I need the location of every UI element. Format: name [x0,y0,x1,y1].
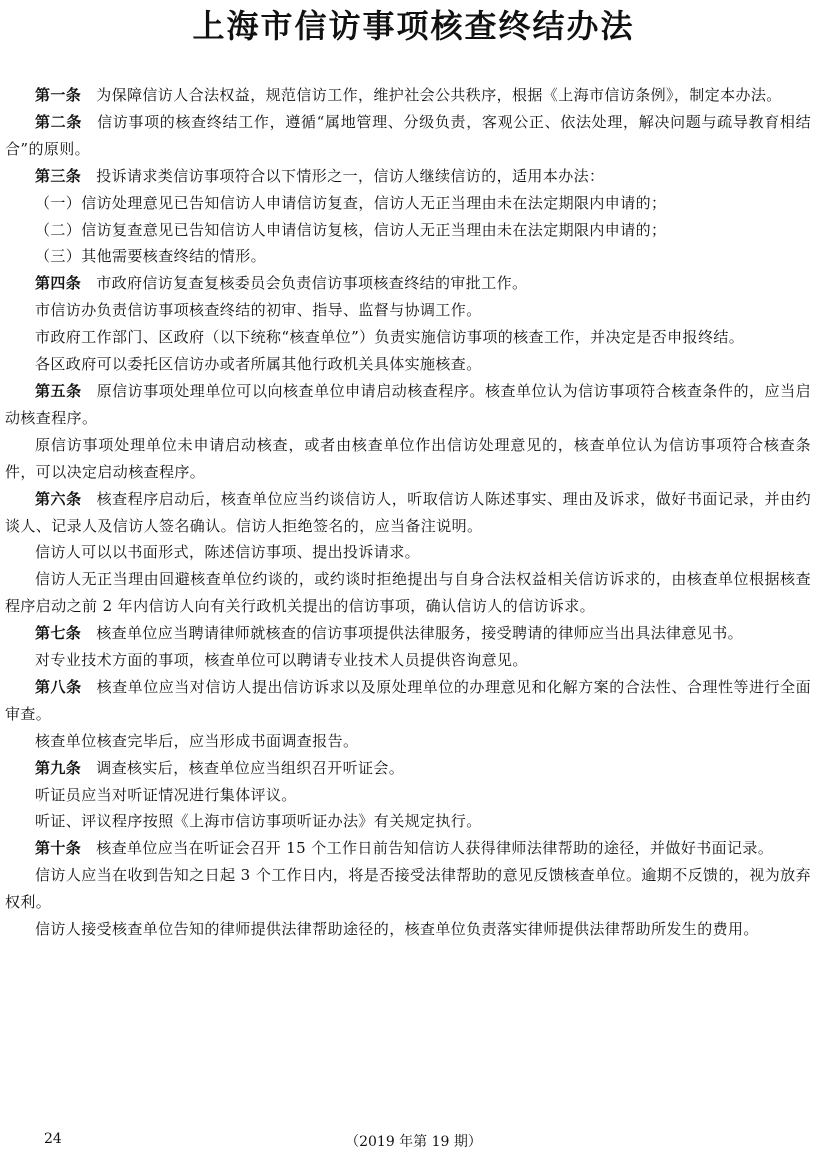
article-paragraph [5,674,811,728]
paragraph-text: 信访人无正当理由回避核查单位约谈的，或约谈时拒绝提出与自身合法权益相关信访诉求的，由核查单位根据核查程序启动之前 2 年内信访人向有关行政机关提出的信访事项，确认信访人的信访诉求。 [5,570,811,616]
body-paragraph [5,782,811,809]
document-body [5,82,811,943]
body-paragraph [5,862,811,916]
article-paragraph [5,835,811,862]
body-paragraph [5,647,811,674]
article-paragraph [5,620,811,647]
body-paragraph [5,808,811,835]
paragraph-text: 核查单位应当在听证会召开 15 个工作日前告知信访人获得律师法律帮助的途径，并做好书面记录。 [96,839,774,858]
body-paragraph [5,432,811,486]
body-paragraph [5,190,811,217]
article-paragraph [5,755,811,782]
article-label: 第七条 [35,624,82,643]
body-paragraph [5,324,811,351]
paragraph-text: 对专业技术方面的事项，核查单位可以聘请专业技术人员提供咨询意见。 [35,651,528,670]
paragraph-text: 市政府工作部门、区政府（以下统称“核查单位”）负责实施信访事项的核查工作，并决定是否申报终结。 [35,328,745,347]
article-paragraph [5,378,811,432]
paragraph-text: 核查单位核查完毕后，应当形成书面调查报告。 [35,731,359,750]
paragraph-text: 原信访事项处理单位未申请启动核查，或者由核查单位作出信访处理意见的，核查单位认为信访事项符合核查条件，可以决定启动核查程序。 [5,435,811,481]
paragraph-text: 市政府信访复查复核委员会负责信访事项核查终结的审批工作。 [96,274,528,293]
paragraph-text: 信访人可以以书面形式，陈述信访事项、提出投诉请求。 [35,543,421,562]
paragraph-text: 信访事项的核查终结工作，遵循“属地管理、分级负责，客观公正、依法处理，解决问题与疏导教育相结合”的原则。 [5,112,811,158]
body-paragraph [5,728,811,755]
article-label: 第五条 [35,381,82,400]
paragraph-text: 核查单位应当聘请律师就核查的信访事项提供法律服务，接受聘请的律师应当出具法律意见书。 [96,624,744,643]
page-footer [0,1131,827,1155]
article-label: 第四条 [35,274,82,293]
paragraph-text: 核查单位应当对信访人提出信访诉求以及原处理单位的办理意见和化解方案的合法性、合理性等进行全面审查。 [5,677,812,723]
paragraph-text: 原信访事项处理单位可以向核查单位申请启动核查程序。核查单位认为信访事项符合核查条件的，应当启动核查程序。 [5,381,812,427]
paragraph-text: 调查核实后，核查单位应当组织召开听证会。 [96,758,405,777]
article-label: 第二条 [35,112,83,131]
document-title: 上海市信访事项核查终结办法 [192,7,635,45]
paragraph-text: 听证、评议程序按照《上海市信访事项听证办法》有关规定执行。 [35,812,482,831]
article-paragraph [5,270,811,297]
paragraph-text: 信访人应当在收到告知之日起 3 个工作日内，将是否接受法律帮助的意见反馈核查单位。逾期不反馈的，视为放弃权利。 [5,866,811,912]
article-paragraph [5,82,811,109]
article-label: 第八条 [35,677,82,696]
paragraph-text: （三）其他需要核查终结的情形。 [35,247,267,266]
body-paragraph [5,297,811,324]
paragraph-text: 为保障信访人合法权益，规范信访工作，维护社会公共秩序，根据《上海市信访条例》，制定本办法。 [96,86,782,104]
article-paragraph [5,109,811,163]
article-label: 第六条 [35,489,82,508]
article-paragraph [5,486,811,540]
body-paragraph [5,539,811,566]
body-paragraph [5,916,811,943]
paragraph-text: 听证员应当对听证情况进行集体评议。 [35,785,297,804]
paragraph-text: 信访人接受核查单位告知的律师提供法律帮助途径的，核查单位负责落实律师提供法律帮助所发生的费用。 [35,920,759,939]
paragraph-text: 市信访办负责信访事项核查终结的初审、指导、监督与协调工作。 [35,301,482,320]
body-paragraph [5,217,811,244]
paragraph-text: 各区政府可以委托区信访办或者所属其他行政机关具体实施核查。 [35,355,482,374]
article-label: 第九条 [35,758,82,777]
paragraph-text: （一）信访处理意见已告知信访人申请信访复查，信访人无正当理由未在法定期限内申请的； [35,193,667,212]
article-label: 第十条 [35,839,82,858]
article-paragraph [5,163,811,190]
body-paragraph [5,566,811,620]
paragraph-text: 核查程序启动后，核查单位应当约谈信访人，听取信访人陈述事实、理由及诉求，做好书面记录，并由约谈人、记录人及信访人签名确认。信访人拒绝签名的，应当备注说明。 [5,489,812,535]
body-paragraph [5,243,811,270]
issue-label: （2019 年第 19 期） [345,1134,482,1150]
paragraph-text: （二）信访复查意见已告知信访人申请信访复核，信访人无正当理由未在法定期限内申请的； [35,220,667,239]
page-number: 24 [44,1131,62,1147]
article-label: 第一条 [35,86,82,104]
body-paragraph [5,351,811,378]
article-label: 第三条 [35,166,82,185]
paragraph-text: 投诉请求类信访事项符合以下情形之一，信访人继续信访的，适用本办法： [96,166,605,185]
